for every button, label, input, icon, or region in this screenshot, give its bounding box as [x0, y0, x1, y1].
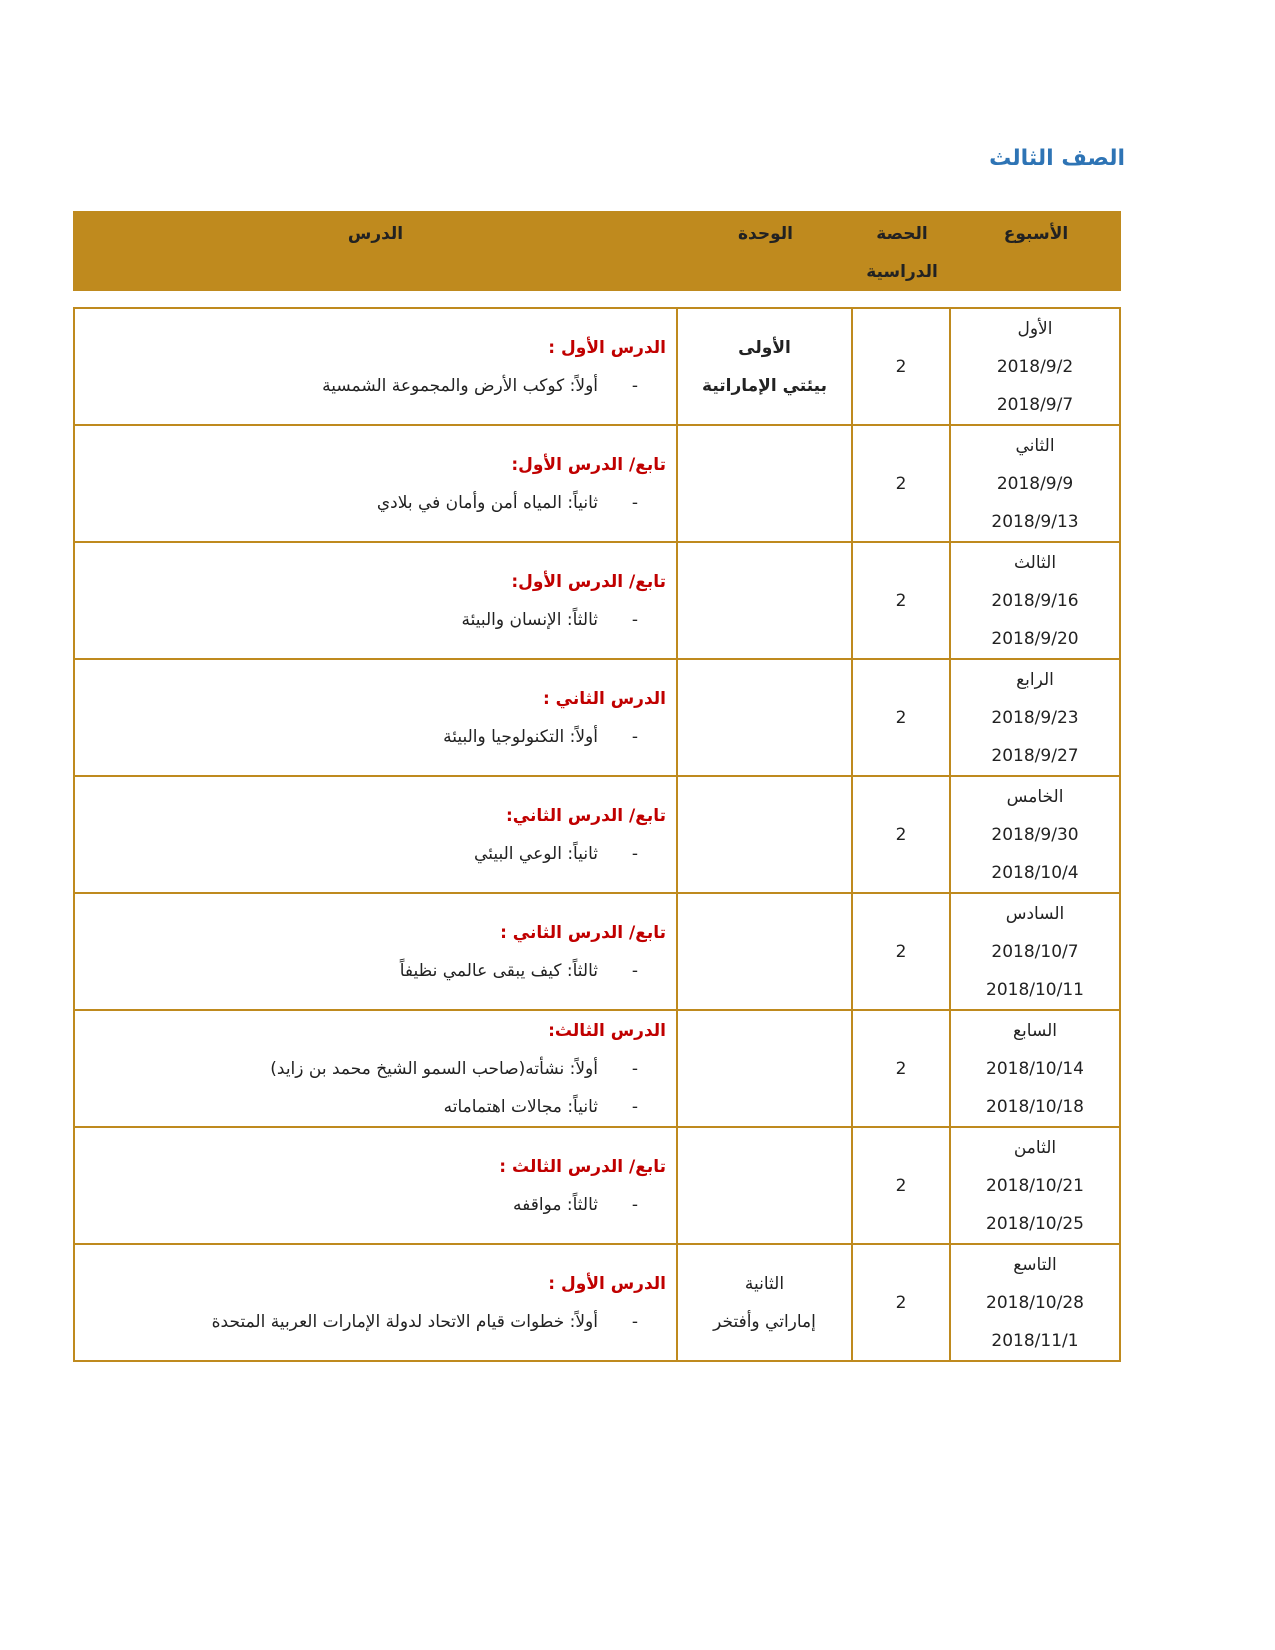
week-name: الخامس: [1006, 786, 1064, 807]
bullet-dash: -: [631, 492, 638, 513]
week-cell: [950, 893, 1120, 1010]
periods-cell: 2: [852, 776, 950, 893]
unit-cell: [677, 1244, 852, 1361]
header-lesson: الدرس: [347, 224, 404, 244]
lesson-item-text: أولاً: نشأته(صاحب السمو الشيخ محمد بن زايد): [270, 1058, 598, 1079]
unit-cell: [677, 659, 852, 776]
unit-number: الأولى: [738, 337, 791, 358]
week-name: الثاني: [1015, 435, 1055, 456]
table-row: [74, 659, 1120, 776]
lesson-cell: [74, 1010, 677, 1127]
week-name: السابع: [1012, 1020, 1058, 1041]
bullet-dash: -: [631, 609, 638, 630]
lesson-item-text: ثالثاً: كيف يبقى عالمي نظيفاً: [399, 960, 598, 981]
bullet-dash: -: [631, 726, 638, 747]
lesson-item: [75, 367, 666, 405]
unit-cell: [677, 776, 852, 893]
header-periods: [853, 211, 951, 291]
unit-title: إماراتي وأفتخر: [713, 1311, 816, 1332]
lesson-item: [75, 1050, 666, 1088]
week-cell: [950, 425, 1120, 542]
lesson-cell: [74, 893, 677, 1010]
lesson-item: [75, 952, 666, 990]
lesson-cell: [74, 542, 677, 659]
week-name: الأول: [1017, 318, 1053, 339]
periods-cell: 2: [852, 425, 950, 542]
table-row: [74, 1127, 1120, 1244]
table-row: [74, 1010, 1120, 1127]
week-end-date: 2018/11/1: [991, 1330, 1079, 1351]
lesson-heading: تابع/ الدرس الأول:: [511, 571, 666, 592]
week-cell: [950, 308, 1120, 425]
table-row: [74, 425, 1120, 542]
bullet-dash: -: [631, 1194, 638, 1215]
table-header: [73, 211, 1121, 291]
table-row: [74, 308, 1120, 425]
bullet-dash: -: [631, 960, 638, 981]
table-row: [74, 1244, 1120, 1361]
lesson-cell: [74, 425, 677, 542]
bullet-dash: -: [631, 1096, 638, 1117]
week-start-date: 2018/9/9: [996, 473, 1074, 494]
week-end-date: 2018/10/11: [986, 979, 1084, 1000]
lesson-cell: [74, 308, 677, 425]
lesson-heading: تابع/ الدرس الأول:: [511, 454, 666, 475]
schedule-table: [73, 307, 1121, 1362]
week-name: الثالث: [1013, 552, 1057, 573]
lesson-heading: تابع/ الدرس الثاني :: [500, 922, 666, 943]
week-start-date: 2018/9/30: [991, 824, 1079, 845]
week-start-date: 2018/9/2: [996, 356, 1074, 377]
table-row: [74, 776, 1120, 893]
lesson-item-text: ثانياً: المياه أمن وأمان في بلادي: [376, 492, 598, 513]
header-week: الأسبوع: [1003, 224, 1069, 244]
bullet-dash: -: [631, 375, 638, 396]
week-end-date: 2018/10/18: [986, 1096, 1084, 1117]
lesson-item-text: ثانياً: الوعي البيئي: [474, 843, 598, 864]
periods-cell: 2: [852, 893, 950, 1010]
unit-title: بيئتي الإماراتية: [702, 375, 827, 396]
periods-cell: 2: [852, 1127, 950, 1244]
week-start-date: 2018/9/16: [991, 590, 1079, 611]
week-start-date: 2018/10/7: [991, 941, 1079, 962]
week-cell: [950, 659, 1120, 776]
week-start-date: 2018/9/23: [991, 707, 1079, 728]
periods-cell: 2: [852, 542, 950, 659]
unit-number: الثانية: [744, 1273, 785, 1294]
lesson-heading: الدرس الثالث:: [548, 1020, 666, 1041]
week-cell: [950, 1010, 1120, 1127]
week-cell: [950, 1127, 1120, 1244]
lesson-item: [75, 1088, 666, 1126]
week-end-date: 2018/9/7: [996, 394, 1074, 415]
unit-cell: [677, 1127, 852, 1244]
lesson-item: [75, 601, 666, 639]
week-start-date: 2018/10/14: [986, 1058, 1084, 1079]
week-end-date: 2018/10/4: [991, 862, 1079, 883]
header-unit: الوحدة: [738, 224, 793, 244]
lesson-heading: تابع/ الدرس الثالث :: [499, 1156, 666, 1177]
periods-cell: 2: [852, 1010, 950, 1127]
week-name: التاسع: [1013, 1254, 1057, 1275]
unit-cell: [677, 893, 852, 1010]
week-end-date: 2018/9/13: [991, 511, 1079, 532]
week-start-date: 2018/10/21: [986, 1175, 1084, 1196]
lesson-heading: الدرس الثاني :: [542, 688, 666, 709]
lesson-cell: [74, 1244, 677, 1361]
lesson-item: [75, 484, 666, 522]
lesson-cell: [74, 776, 677, 893]
header-periods-line2: الدراسية: [866, 262, 938, 282]
header-periods-line1: الحصة: [876, 224, 928, 244]
table-row: [74, 542, 1120, 659]
week-cell: [950, 542, 1120, 659]
unit-cell: [677, 308, 852, 425]
week-name: الثامن: [1013, 1137, 1057, 1158]
page-title: الصف الثالث: [989, 146, 1125, 171]
unit-cell: [677, 1010, 852, 1127]
table-row: [74, 893, 1120, 1010]
lesson-heading: تابع/ الدرس الثاني:: [506, 805, 666, 826]
bullet-dash: -: [631, 1311, 638, 1332]
bullet-dash: -: [631, 1058, 638, 1079]
lesson-item-text: أولاً: التكنولوجيا والبيئة: [443, 726, 598, 747]
periods-cell: 2: [852, 659, 950, 776]
lesson-item: [75, 835, 666, 873]
week-name: الرابع: [1016, 669, 1054, 690]
bullet-dash: -: [631, 843, 638, 864]
week-name: السادس: [1005, 903, 1065, 924]
lesson-item-text: ثالثاً: مواقفه: [513, 1194, 598, 1215]
lesson-heading: الدرس الأول :: [548, 337, 666, 358]
periods-cell: 2: [852, 308, 950, 425]
unit-cell: [677, 542, 852, 659]
week-end-date: 2018/10/25: [986, 1213, 1084, 1234]
week-start-date: 2018/10/28: [986, 1292, 1084, 1313]
lesson-cell: [74, 659, 677, 776]
lesson-item-text: أولاً: كوكب الأرض والمجموعة الشمسية: [322, 375, 598, 396]
periods-cell: 2: [852, 1244, 950, 1361]
week-end-date: 2018/9/27: [991, 745, 1079, 766]
lesson-cell: [74, 1127, 677, 1244]
lesson-item-text: ثالثاً: الإنسان والبيئة: [461, 609, 598, 630]
week-end-date: 2018/9/20: [991, 628, 1079, 649]
unit-cell: [677, 425, 852, 542]
lesson-item: [75, 1303, 666, 1341]
lesson-item-text: أولاً: خطوات قيام الاتحاد لدولة الإمارات العربية المتحدة: [211, 1311, 598, 1332]
lesson-item: [75, 718, 666, 756]
week-cell: [950, 776, 1120, 893]
lesson-item-text: ثانياً: مجالات اهتماماته: [443, 1096, 598, 1117]
lesson-item: [75, 1186, 666, 1224]
week-cell: [950, 1244, 1120, 1361]
lesson-heading: الدرس الأول :: [548, 1273, 666, 1294]
